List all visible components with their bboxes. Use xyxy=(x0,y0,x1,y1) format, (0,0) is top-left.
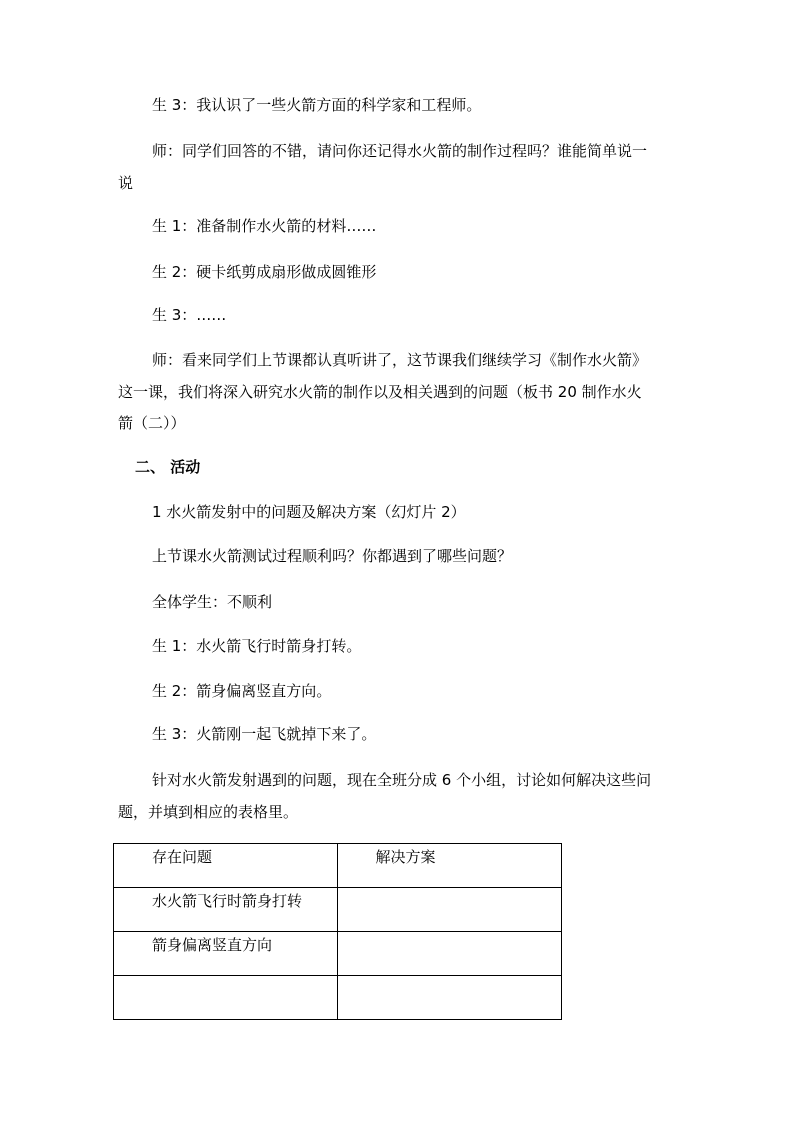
teacher-intro-line1: 师：看来同学们上节课都认真听讲了，这节课我们继续学习《制作水火箭》 xyxy=(152,351,648,369)
teacher-intro-line3: 箭（二）） xyxy=(118,414,186,432)
teacher-intro-line2: 这一课，我们将深入研究水火箭的制作以及相关遇到的问题（板书 20 制作水火 xyxy=(118,383,642,401)
student2-problem: 生 2：箭身偏离竖直方向。 xyxy=(152,682,332,700)
table-cell-problem: 水火箭飞行时箭身打转 xyxy=(114,888,338,932)
student3-problem: 生 3：火箭刚一起飞就掉下来了。 xyxy=(152,725,377,743)
problem-solution-table xyxy=(113,843,562,1020)
student1-step: 生 1：准备制作水火箭的材料…… xyxy=(152,217,377,235)
teacher-question-line1: 师：同学们回答的不错，请问你还记得水火箭的制作过程吗？谁能简单说一 xyxy=(152,142,648,160)
student3-step: 生 3：…… xyxy=(152,306,227,324)
teacher-question-line2: 说 xyxy=(118,174,134,192)
student1-problem: 生 1：水火箭飞行时箭身打转。 xyxy=(152,637,362,655)
header-solution: 解决方案 xyxy=(337,844,562,888)
table-header-row xyxy=(114,844,562,888)
all-students-answer: 全体学生：不顺利 xyxy=(152,593,273,611)
activity-title: 1 水火箭发射中的问题及解决方案（幻灯片 2） xyxy=(152,503,466,521)
table-cell-solution xyxy=(337,932,562,976)
table-cell-solution xyxy=(337,976,562,1020)
section-heading: 二、 活动 xyxy=(135,458,201,476)
table-cell-problem: 箭身偏离竖直方向 xyxy=(114,932,338,976)
student2-step: 生 2：硬卡纸剪成扇形做成圆锥形 xyxy=(152,263,377,281)
student3-answer: 生 3：我认识了一些火箭方面的科学家和工程师。 xyxy=(152,96,482,114)
group-task-line1: 针对水火箭发射遇到的问题，现在全班分成 6 个小组，讨论如何解决这些问 xyxy=(152,771,652,789)
group-task-line2: 题，并填到相应的表格里。 xyxy=(118,803,299,821)
table-row xyxy=(114,976,562,1020)
table-cell-solution xyxy=(337,888,562,932)
header-problem: 存在问题 xyxy=(114,844,338,888)
table-cell-problem xyxy=(114,976,338,1020)
teacher-prompt: 上节课水火箭测试过程顺利吗？你都遇到了哪些问题？ xyxy=(152,547,513,565)
table-row xyxy=(114,932,562,976)
table-row xyxy=(114,888,562,932)
